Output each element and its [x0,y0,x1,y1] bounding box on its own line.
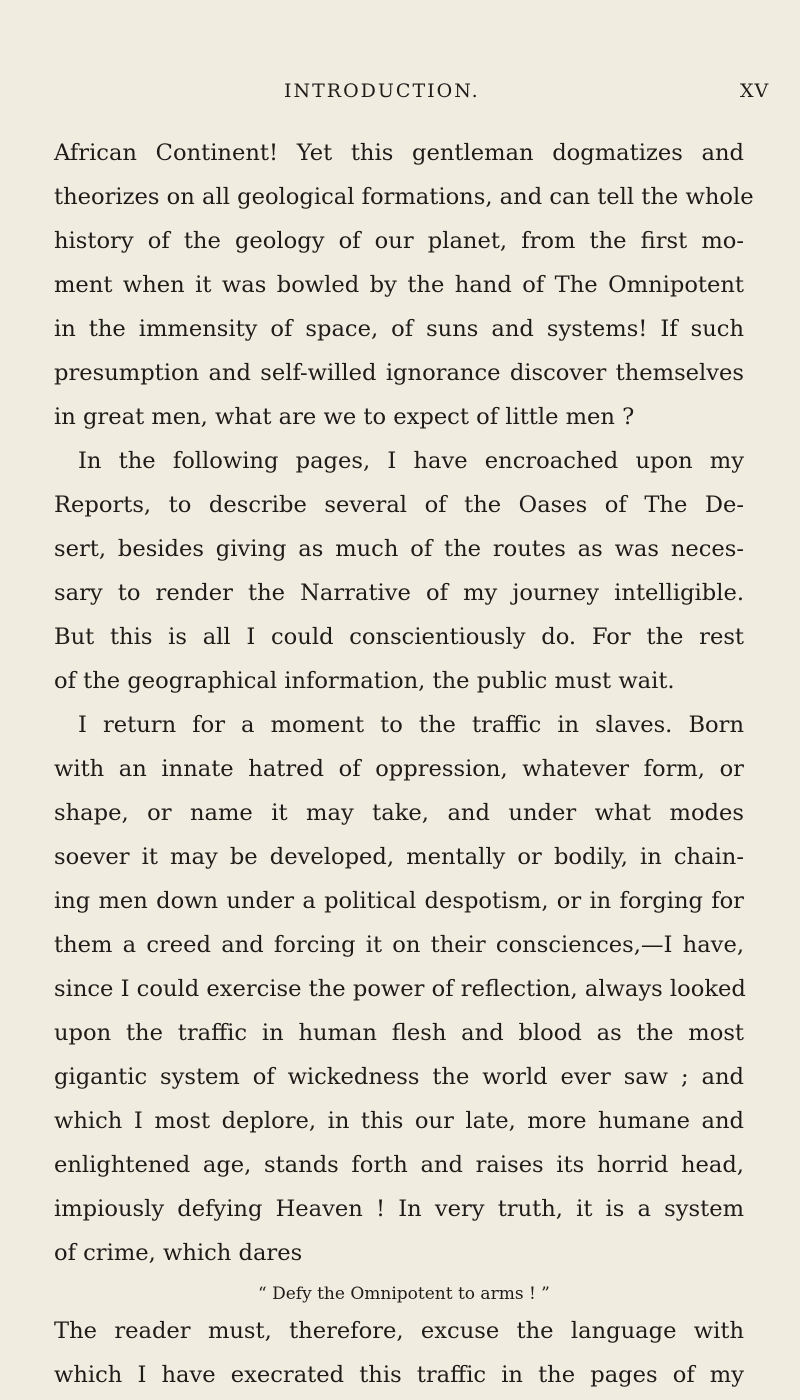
text-line: sary to render the Narrative of my journey intelligible. [54,580,744,606]
text-line: shape, or name it may take, and under what modes [54,800,744,826]
text-line: gigantic system of wickedness the world ever saw ; and [54,1064,744,1090]
page-number: XV [740,80,770,102]
text-line: African Continent! Yet this gentleman dogmatizes and [54,140,744,166]
text-line: which I most deplore, in this our late, more humane and [54,1108,744,1134]
running-title: INTRODUCTION. [284,80,480,102]
text-line: theorizes on all geological formations, and can tell the whole [54,184,754,210]
text-line: which I have execrated this traffic in the pages of my [54,1362,744,1388]
text-line: ment when it was bowled by the hand of The Omnipotent [54,272,744,298]
text-line: of the geographical information, the public must wait. [54,668,675,694]
text-line: in great men, what are we to expect of little men ? [54,404,635,430]
text-line: in the immensity of space, of suns and systems! If such [54,316,744,342]
text-line: I return for a moment to the traffic in slaves. Born [78,712,744,738]
text-line: enlightened age, stands forth and raises its horrid head, [54,1152,744,1178]
text-line: history of the geology of our planet, from the first mo- [54,228,744,254]
text-line: ing men down under a political despotism, or in forging for [54,888,744,914]
text-line: upon the traffic in human flesh and blood as the most [54,1020,744,1046]
text-line: Reports, to describe several of the Oases of The De- [54,492,744,518]
text-line: sert, besides giving as much of the routes as was neces- [54,536,744,562]
text-line: In the following pages, I have encroached upon my [78,448,744,474]
text-line: The reader must, therefore, excuse the language with [54,1318,744,1344]
text-line: with an innate hatred of oppression, whatever form, or [54,756,744,782]
text-line: of crime, which dares [54,1240,303,1266]
running-header [0,80,800,120]
quotation-line: “ Defy the Omnipotent to arms ! ” [258,1284,550,1304]
text-line: them a creed and forcing it on their consciences,—I have, [54,932,744,958]
text-line: since I could exercise the power of reflection, always looked [54,976,746,1002]
text-line: impiously defying Heaven ! In very truth, it is a system [54,1196,744,1222]
body-text [54,131,754,1397]
text-line: presumption and self-willed ignorance discover themselves [54,360,744,386]
text-line: soever it may be developed, mentally or bodily, in chain- [54,844,744,870]
text-line: But this is all I could conscientiously do. For the rest [54,624,744,650]
